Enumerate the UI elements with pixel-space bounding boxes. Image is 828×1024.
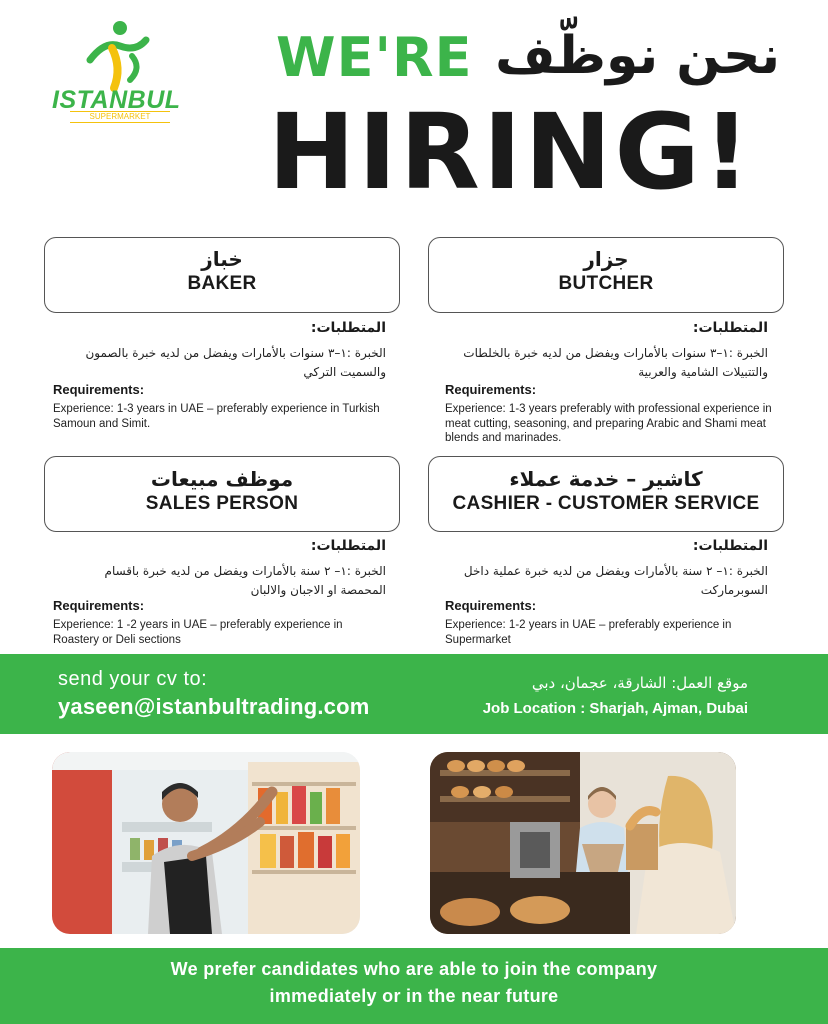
logo-wordmark: ISTANBUL — [52, 86, 181, 114]
job-title-en: BAKER — [187, 273, 257, 294]
requirements-title-ar: المتطلبات: — [310, 320, 386, 336]
footer-message — [0, 956, 828, 1010]
requirements-title-ar: المتطلبات: — [692, 538, 768, 554]
requirements-en: Experience: 1 -2 years in UAE – preferably experience in Roastery or Deli sections — [53, 619, 343, 646]
bakery-photo — [430, 752, 736, 934]
requirements-title-en: Requirements: — [445, 598, 537, 613]
requirements-ar: الخبرة :١–٣ سنوات بالأمارات ويفضل من لديه خبرة بالخلطات والتتبيلات الشامية والعربية — [463, 346, 768, 379]
job-title-box-cashier — [428, 456, 784, 532]
requirements-en: Experience: 1-3 years preferably with professional experience in meat cutting, seasoning, and preparing Arabic and Shami meat blends and marinades. — [445, 403, 772, 444]
job-title-ar: كاشير – خدمة عملاء — [509, 467, 703, 491]
job-title-ar: جزار — [583, 247, 629, 271]
requirements-title-en: Requirements: — [53, 598, 145, 613]
requirements-title-ar: المتطلبات: — [310, 538, 386, 554]
job-title-box-sales-person — [44, 456, 400, 532]
send-cv-label: send your cv to: — [58, 668, 208, 690]
footer-line-2: immediately or in the near future — [269, 986, 559, 1006]
requirements-ar: الخبرة :١– ٢ سنة بالأمارات ويفضل من لديه خبرة باقسام المحمصة او الاجبان والالبان — [104, 564, 386, 597]
requirements-en: Experience: 1-3 years in UAE – preferably experience in Turkish Samoun and Simit. — [53, 403, 380, 430]
job-title-box-butcher — [428, 237, 784, 313]
job-title-en: SALES PERSON — [145, 493, 299, 514]
salesperson-photo — [52, 752, 360, 934]
job-title-en: BUTCHER — [558, 273, 654, 294]
requirements-title-ar: المتطلبات: — [692, 320, 768, 336]
job-title-ar: خباز — [201, 247, 243, 271]
requirements-ar: الخبرة :١–٣ سنوات بالأمارات ويفضل من لديه خبرة بالصمون والسميت التركي — [85, 346, 386, 379]
requirements-title-en: Requirements: — [53, 382, 145, 397]
headline-arabic: نحن نوظّف — [495, 26, 780, 86]
contact-email[interactable]: yaseen@istanbultrading.com — [58, 694, 370, 719]
headline-were: WE'RE — [276, 26, 473, 89]
job-title-ar: موظف مبيعات — [150, 467, 294, 491]
logo-tagline: SUPERMARKET — [70, 111, 170, 123]
footer-line-1: We prefer candidates who are able to join the company — [170, 959, 658, 979]
requirements-ar: الخبرة :١– ٢ سنة بالأمارات ويفضل من لديه خبرة عملية داخل السوبرماركت — [463, 564, 768, 597]
requirements-title-en: Requirements: — [445, 382, 537, 397]
headline-hiring: HIRING! — [268, 91, 754, 213]
job-location-ar: موقع العمل: الشارقة، عجمان، دبي — [531, 674, 748, 692]
job-title-box-baker — [44, 237, 400, 313]
requirements-en: Experience: 1-2 years in UAE – preferably experience in Supermarket — [445, 619, 732, 646]
job-location-en: Job Location : Sharjah, Ajman, Dubai — [482, 700, 748, 717]
job-title-en: CASHIER - CUSTOMER SERVICE — [452, 493, 760, 514]
